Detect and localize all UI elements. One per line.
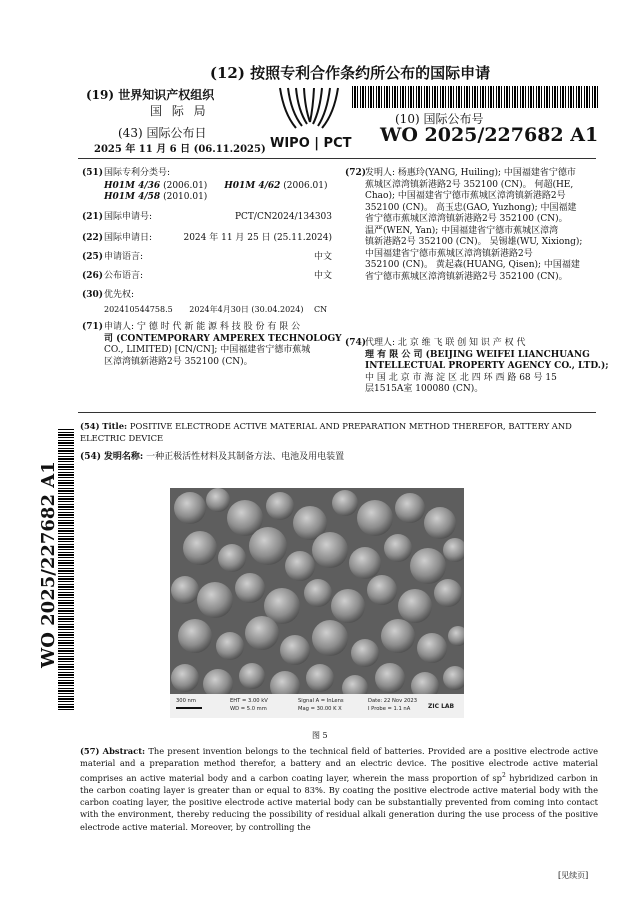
inventor-line: 温严(WEN, Yan); 中国福建省宁德市蕉城区漳湾 [365,225,559,236]
field-26 [82,271,332,283]
title-cn-block [80,452,600,464]
inventor-line: 蕉城区漳湾镇新港路2号 352100 (CN)。 何超(HE, [365,179,574,190]
field-code: (22) [82,233,104,243]
barcode-side [58,428,74,710]
abstract-superscript: 2 [501,771,506,779]
field-code: (71) [82,322,104,332]
field-51 [82,168,332,204]
abstract [80,745,598,833]
title-en-block [80,420,600,445]
scale-bar [176,707,202,709]
field-21 [82,212,332,224]
continued-note: [见续页] [558,871,589,880]
field-code: (30) [82,290,104,300]
field-code: (57) [80,746,100,756]
sem-mag: Mag = 30.00 K X [298,706,342,712]
ipc-version: (2006.01) [283,180,328,191]
field-label: 国际专利分类号: [104,168,171,178]
field-code: (21) [82,212,104,222]
field-code: (54) [80,452,102,462]
pub-number-label: (10) 国际公布号 [395,112,484,126]
priority-date: 2024年4月30日 (30.04.2024) [189,304,304,314]
abstract-text: hybridized carbon in the carbon coating layer is greater than or equal to 83%. By coating the positive electrode active material body with the carbon coating layer, the positive electrode active material body can be substantially prevented from coming into contact with the environment, thereby reducing the possibility of residual alkali generation during the use process of the positive electrode active material. Moreover, by controlling the [80,772,598,832]
field-label: 国际申请日: [104,233,153,243]
abstract-text: The present invention belongs to the technical field of batteries. Provided are a positive electrode active material and a preparation method therefor, a battery and an electric device. The positive electrode active material comprises an active material body and a carbon coating layer, wherein the mass proportion of sp [80,746,599,783]
agent-line: 层1515A室 100080 (CN)。 [365,384,484,394]
agent-line: INTELLECTUAL PROPERTY AGENCY CO., LTD.); [365,361,609,371]
filing-date: 2024 年 11 月 25 日 (25.11.2024) [183,233,332,243]
barcode-top [352,86,598,108]
field-code: (51) [82,168,104,178]
divider [78,412,596,413]
inventor-line: 镇新港路2号 352100 (CN)。 吴锡雄(WU, Xixiong); [365,237,583,247]
ipc-class: H01M 4/36 [104,180,161,191]
field-label: 公布语言: [104,271,144,281]
applicant-line: 申请人: 宁 德 时 代 新 能 源 科 技 股 份 有 限 公 [104,322,301,332]
figure-caption: 图 5 [312,731,328,740]
document-title: (12) 按照专利合作条约所公布的国际申请 [209,64,491,82]
agent-line: 中 国 北 京 市 海 淀 区 北 四 环 西 路 68 号 15 [365,372,557,383]
side-pub-number: WO 2025/227682 A1 [38,461,59,668]
sem-scale: 300 nm [176,698,196,704]
inventor-line: 352100 (CN)。 黄起森(HUANG, Qisen); 中国福建 [365,260,580,270]
pub-number: WO 2025/227682 A1 [380,124,599,146]
abstract-label: Abstract: [102,746,146,756]
sem-signal: Signal A = InLens [298,698,344,704]
filing-language: 中文 [313,252,332,262]
pub-date-label: (43) 国际公布日 [118,126,207,140]
sem-probe: I Probe = 1.1 nA [368,706,411,712]
applicant-line: 司 (CONTEMPORARY AMPEREX TECHNOLOGY [104,333,342,344]
field-label: 国际申请号: [104,212,153,222]
applicant-line: 区漳湾镇新港路2号 352100 (CN)。 [104,356,253,367]
field-22 [82,233,332,245]
sem-wd: WD = 5.0 mm [230,706,267,712]
field-label: 优先权: [104,290,135,300]
field-25 [82,252,332,264]
inventor-line: Chao); 中国福建省宁德市蕉城区漳湾镇新港路2号 [365,191,566,201]
ipc-version: (2006.01) [163,180,208,191]
agent-line: 代理人: 北 京 维 飞 联 创 知 识 产 权 代 [365,338,526,348]
field-code: (25) [82,252,104,262]
sem-eht: EHT = 3.00 kV [230,698,268,704]
sem-info-bar [170,694,464,718]
field-71 [82,322,342,367]
ipc-class: H01M 4/58 [104,192,161,202]
wipo-pct-logo-text: WIPO | PCT [270,136,352,151]
inventor-line: 中国福建省宁德市蕉城区漳湾镇新港路2号 [365,248,533,259]
org-name: (19) 世界知识产权组织 [86,88,215,102]
field-code: (26) [82,271,104,281]
priority-number: 202410544758.5 [104,304,173,314]
title-cn: 一种正极活性材料及其制备方法、电池及用电装置 [146,452,345,462]
title-en: POSITIVE ELECTRODE ACTIVE MATERIAL AND PREPARATION METHOD THEREFOR, BATTERY AND ELECTRIC DEVICE [80,421,572,444]
pub-date: 2025 年 11 月 6 日 (06.11.2025) [94,144,266,155]
sem-micrograph [170,488,464,718]
publication-language: 中文 [313,271,332,281]
agent-line: 理 有 限 公 司 (BEIJING WEIFEI LIANCHUANG [365,349,590,360]
inventor-line: 省宁德市蕉城区漳湾镇新港路2号 352100 (CN)。 [365,214,568,224]
field-code: (72) [345,168,367,178]
ipc-class: H01M 4/62 [224,180,281,191]
field-72 [345,168,599,282]
field-code: (74) [345,338,367,348]
field-74 [345,338,609,394]
wipo-logo-icon [276,84,342,136]
title-label: Title: [102,421,128,431]
ipc-version: (2010.01) [163,192,208,202]
divider [78,158,596,159]
inventor-line: 352100 (CN)。 高玉忠(GAO, Yuzhong); 中国福建 [365,202,577,213]
org-bureau: 国 际 局 [150,104,209,118]
field-label: 申请语言: [104,252,144,262]
field-30 [82,290,332,315]
priority-country: CN [314,304,328,314]
sem-image [170,488,464,694]
inventor-line: 省宁德市蕉城区漳湾镇新港路2号 352100 (CN)。 [365,271,568,282]
inventor-line: 发明人: 杨惠玲(YANG, Huiling); 中国福建省宁德市 [365,168,576,178]
field-code: (54) [80,421,100,431]
applicant-line: CO., LIMITED) [CN/CN]; 中国福建省宁德市蕉城 [104,345,311,355]
sem-lab-logo: ZIC LAB [428,703,455,710]
sem-date: Date: 22 Nov 2023 [368,698,418,704]
title-label: 发明名称: [103,452,144,462]
application-number: PCT/CN2024/134303 [234,212,332,222]
